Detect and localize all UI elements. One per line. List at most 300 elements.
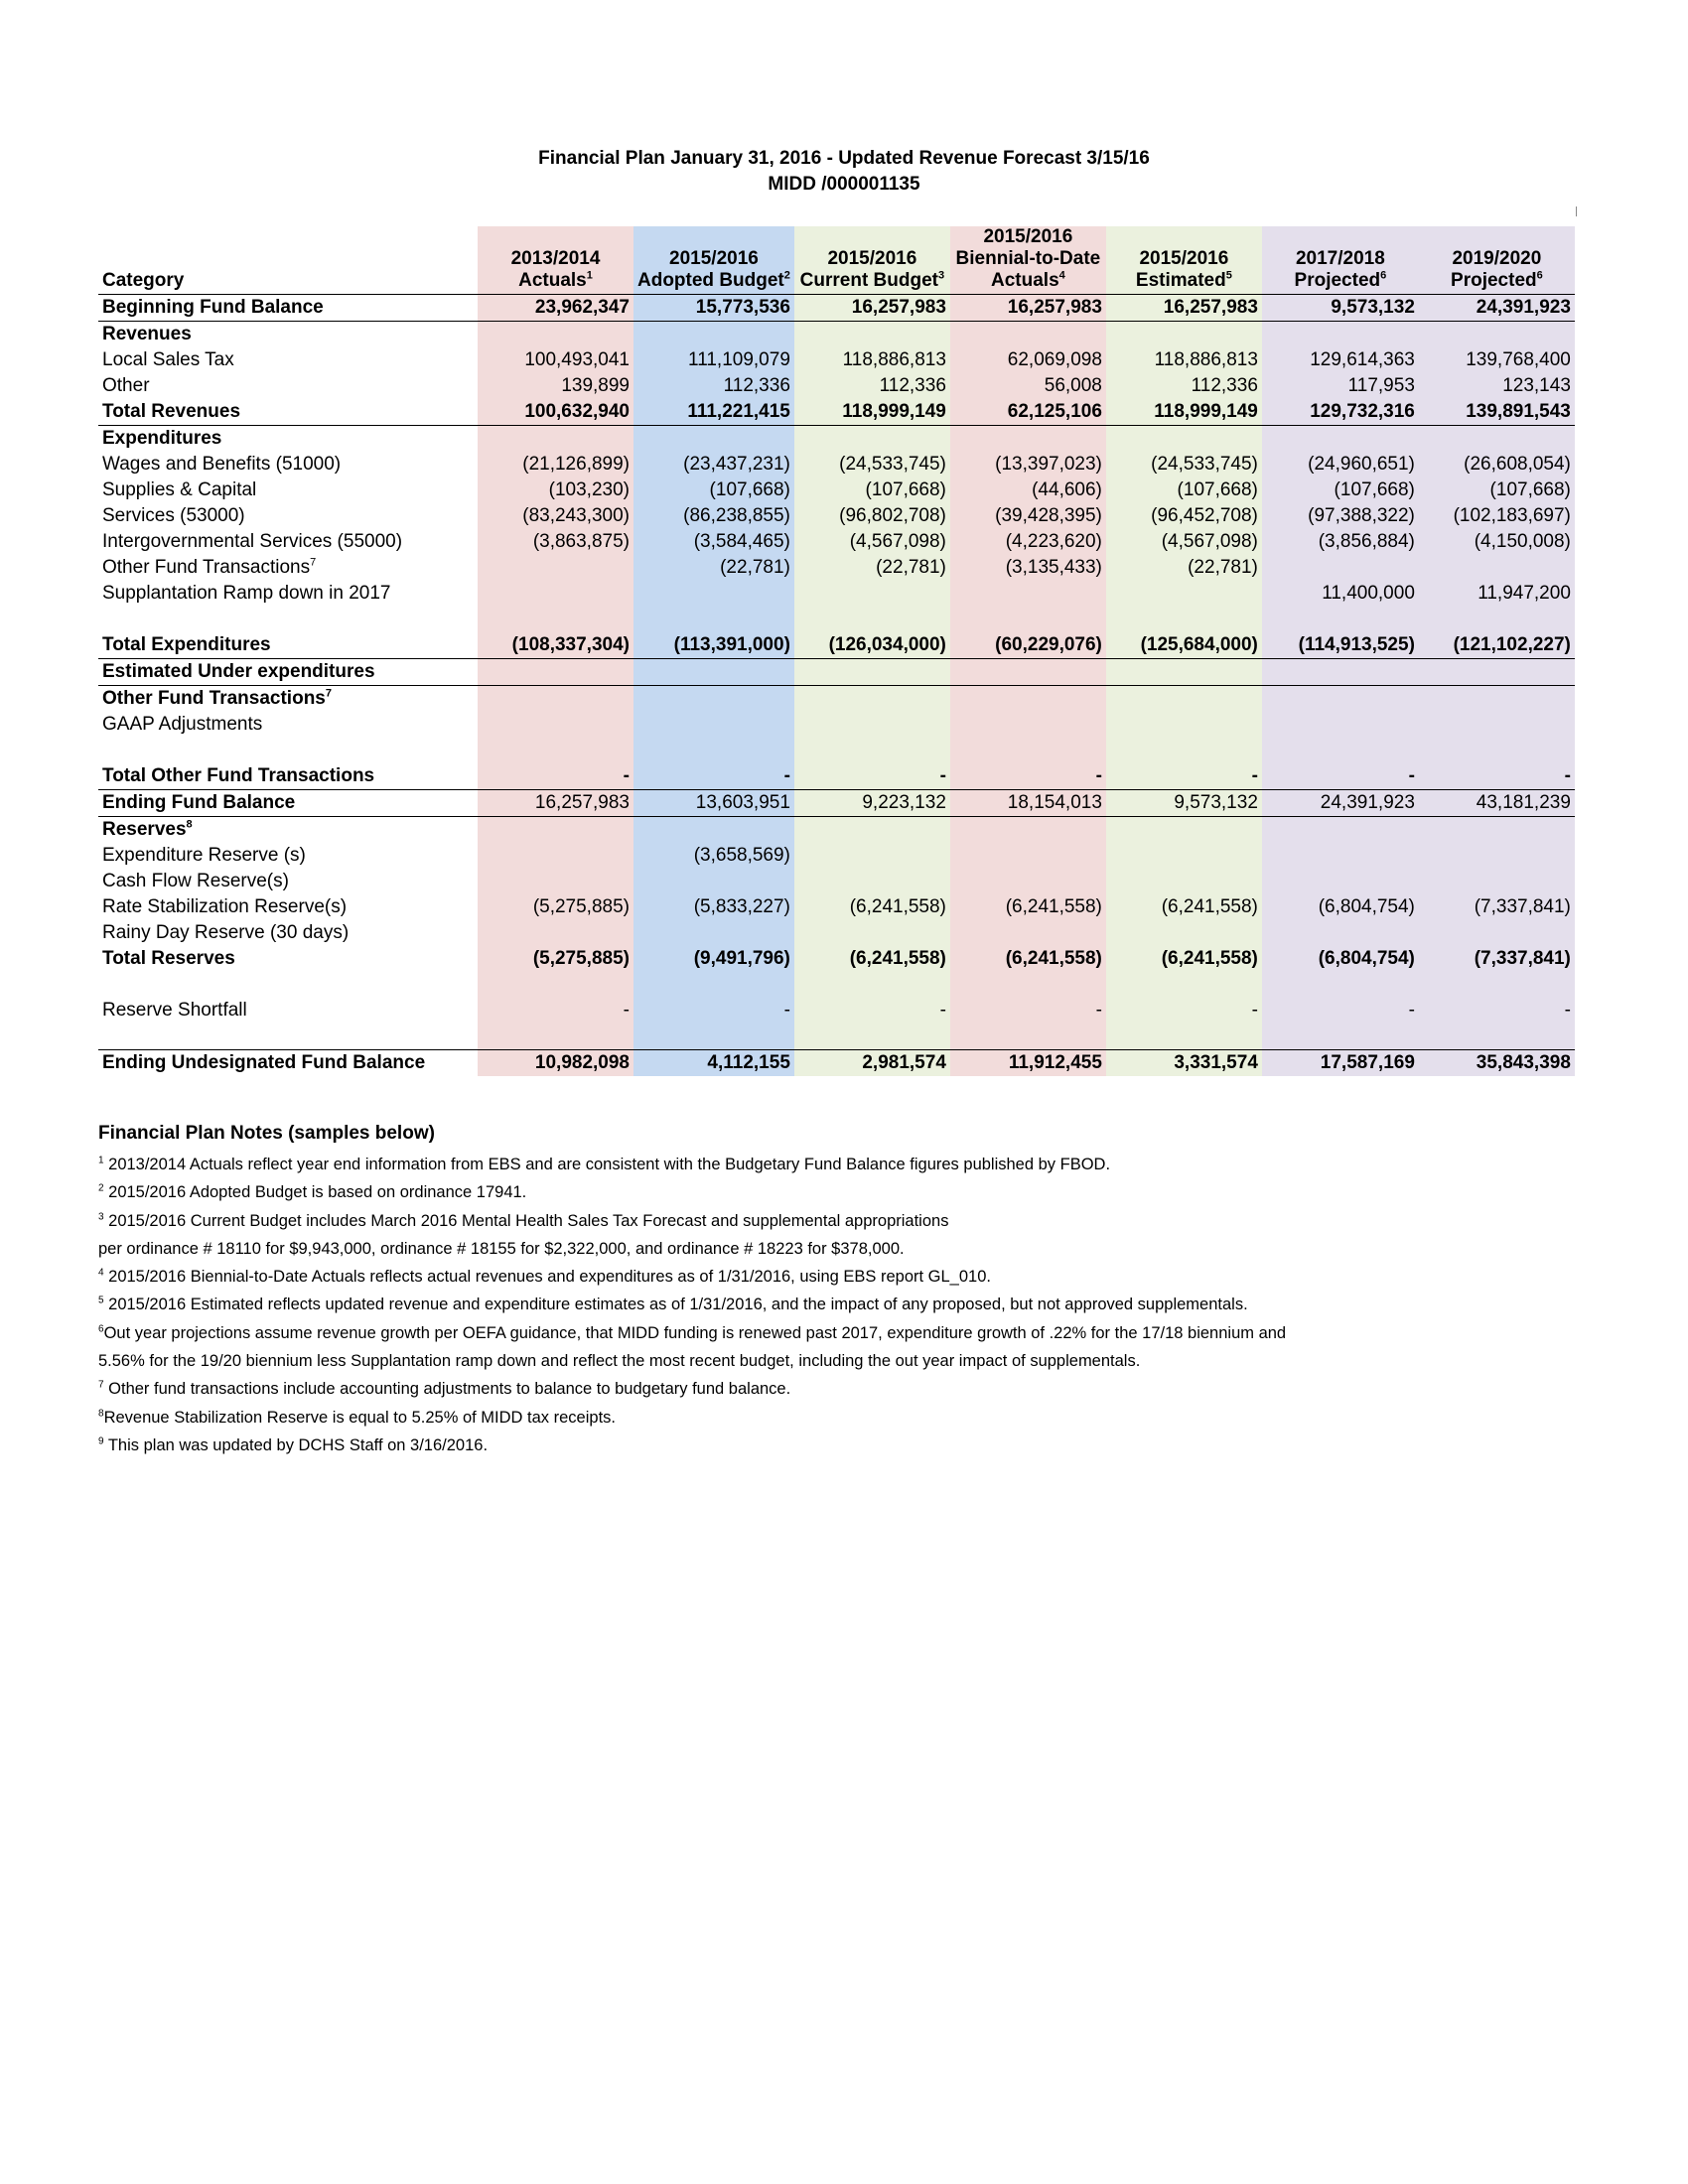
table-cell: 123,143 [1419, 373, 1575, 399]
table-row [98, 843, 1575, 869]
table-cell: 16,257,983 [1106, 295, 1262, 322]
row-label-text: Other Fund Transactions [102, 688, 326, 709]
row-label [98, 972, 478, 998]
table-cell: - [1262, 763, 1419, 790]
footnote-marker: 1 [586, 269, 593, 282]
note-item [98, 1375, 1588, 1403]
table-cell [1419, 817, 1575, 844]
table-cell [633, 817, 794, 844]
table-cell: 16,257,983 [950, 295, 1106, 322]
table-cell [633, 920, 794, 946]
table-cell [1419, 869, 1575, 894]
row-label-text: Other Fund Transactions [102, 557, 311, 578]
row-label-text: Wages and Benefits (51000) [102, 454, 342, 475]
table-row [98, 295, 1575, 322]
table-cell: - [950, 998, 1106, 1024]
table-cell: 62,069,098 [950, 347, 1106, 373]
row-label [98, 1050, 478, 1077]
note-item [98, 1291, 1588, 1318]
table-cell [478, 920, 633, 946]
row-label-text: Ending Undesignated Fund Balance [102, 1052, 426, 1073]
table-cell: (44,606) [950, 478, 1106, 503]
table-cell: 11,947,200 [1419, 581, 1575, 607]
table-row [98, 817, 1575, 844]
table-cell: 111,109,079 [633, 347, 794, 373]
table-cell [633, 581, 794, 607]
table-cell [1262, 659, 1419, 686]
table-cell: (21,126,899) [478, 452, 633, 478]
table-cell [633, 972, 794, 998]
table-cell [1419, 322, 1575, 348]
table-cell: 139,768,400 [1419, 347, 1575, 373]
footnote-marker: 6 [1380, 269, 1387, 282]
table-row [98, 920, 1575, 946]
row-label-text: Reserve Shortfall [102, 1000, 247, 1021]
column-header [1262, 226, 1419, 295]
row-label [98, 869, 478, 894]
table-cell: (108,337,304) [478, 632, 633, 659]
note-text: 5.56% for the 19/20 biennium less Supplantation ramp down and reflect the most recent budget, including the out year impact of supplementals. [98, 1352, 1141, 1371]
row-label [98, 581, 478, 607]
footnote-marker: 6 [1536, 269, 1543, 282]
table-cell: - [478, 998, 633, 1024]
note-item [98, 1178, 1588, 1206]
table-cell: (107,668) [1419, 478, 1575, 503]
table-cell: (22,781) [633, 555, 794, 581]
table-cell: (5,833,227) [633, 894, 794, 920]
row-label-text: Local Sales Tax [102, 349, 234, 370]
footnote-marker: 7 [98, 1379, 104, 1391]
row-label-text: Ending Fund Balance [102, 792, 296, 813]
footnote-marker: 7 [325, 687, 332, 700]
financial-plan-table [98, 226, 1575, 1076]
row-label-text: Cash Flow Reserve(s) [102, 871, 289, 891]
note-item [98, 1235, 1588, 1263]
table-cell [950, 738, 1106, 763]
table-cell: (114,913,525) [1262, 632, 1419, 659]
table-cell [1262, 712, 1419, 738]
table-cell [633, 1024, 794, 1050]
row-label [98, 686, 478, 713]
table-cell [1419, 972, 1575, 998]
table-cell: (60,229,076) [950, 632, 1106, 659]
row-label-text: GAAP Adjustments [102, 714, 263, 735]
table-cell: 17,587,169 [1262, 1050, 1419, 1077]
table-cell [1262, 738, 1419, 763]
table-cell [1262, 869, 1419, 894]
note-text: 2015/2016 Estimated reflects updated revenue and expenditure estimates as of 1/31/2016, and the impact of any proposed, but not approved supplementals. [103, 1296, 1248, 1314]
table-cell [1262, 686, 1419, 713]
table-cell: - [1419, 998, 1575, 1024]
header-row [98, 226, 1575, 295]
table-cell [950, 322, 1106, 348]
table-cell: - [1419, 763, 1575, 790]
column-header-line [1110, 270, 1258, 292]
table-cell: (3,863,875) [478, 529, 633, 555]
table-row [98, 738, 1575, 763]
footnote-marker: 4 [1058, 269, 1065, 282]
column-header-line [637, 270, 790, 292]
table-cell [794, 920, 950, 946]
row-label [98, 632, 478, 659]
row-label [98, 843, 478, 869]
table-cell [1262, 972, 1419, 998]
table-cell [1419, 659, 1575, 686]
column-header-line [482, 270, 630, 292]
row-label-text: Reserves [102, 819, 187, 840]
table-cell: (107,668) [633, 478, 794, 503]
table-row [98, 712, 1575, 738]
table-cell: (22,781) [794, 555, 950, 581]
table-cell [478, 817, 633, 844]
table-body [98, 295, 1575, 1077]
table-cell: (7,337,841) [1419, 894, 1575, 920]
table-cell: 118,886,813 [1106, 347, 1262, 373]
financial-plan-notes [98, 1123, 1588, 1459]
column-header [794, 226, 950, 295]
table-cell: - [633, 998, 794, 1024]
table-cell: 24,391,923 [1262, 790, 1419, 817]
table-cell [478, 712, 633, 738]
row-label [98, 790, 478, 817]
column-header-line: Biennial-to-Date [955, 248, 1101, 269]
table-cell [633, 686, 794, 713]
table-cell: 11,912,455 [950, 1050, 1106, 1077]
table-cell: 112,336 [794, 373, 950, 399]
column-header [1419, 226, 1575, 295]
table-cell: (6,241,558) [950, 946, 1106, 972]
table-cell [1262, 322, 1419, 348]
table-cell [1106, 869, 1262, 894]
table-row [98, 322, 1575, 348]
column-header-line: 2017/2018 [1295, 248, 1385, 269]
table-cell [633, 322, 794, 348]
table-cell: (4,567,098) [1106, 529, 1262, 555]
table-cell: 24,391,923 [1419, 295, 1575, 322]
table-cell [1419, 738, 1575, 763]
footnote-marker: 9 [98, 1435, 104, 1447]
table-cell [950, 972, 1106, 998]
table-cell [633, 607, 794, 632]
table-cell [1106, 607, 1262, 632]
table-cell: (13,397,023) [950, 452, 1106, 478]
table-cell: 43,181,239 [1419, 790, 1575, 817]
table-cell: (107,668) [794, 478, 950, 503]
note-text: 2015/2016 Current Budget includes March 2016 Mental Health Sales Tax Forecast and supplemental appropriations [103, 1211, 949, 1230]
table-cell: (6,241,558) [950, 894, 1106, 920]
table-cell [794, 972, 950, 998]
row-label-text: Revenues [102, 324, 192, 344]
table-cell [1419, 607, 1575, 632]
column-header-label: Category [102, 270, 185, 291]
table-cell: 11,400,000 [1262, 581, 1419, 607]
table-cell [1106, 1024, 1262, 1050]
table-row [98, 503, 1575, 529]
cursor-mark [1576, 206, 1577, 216]
table-cell [1106, 659, 1262, 686]
table-cell [633, 659, 794, 686]
row-label [98, 998, 478, 1024]
table-cell: (3,584,465) [633, 529, 794, 555]
row-label [98, 1024, 478, 1050]
table-cell [950, 607, 1106, 632]
column-header-line [954, 270, 1102, 292]
table-row [98, 1050, 1575, 1077]
table-cell: (103,230) [478, 478, 633, 503]
table-cell [794, 607, 950, 632]
note-text: 2015/2016 Biennial-to-Date Actuals reflects actual revenues and expenditures as of 1/31/2016, using EBS report GL_010. [103, 1268, 991, 1287]
row-label [98, 763, 478, 790]
table-cell: (3,658,569) [633, 843, 794, 869]
column-header-line: 2015/2016 [983, 226, 1073, 247]
row-label-text: Intergovernmental Services (55000) [102, 531, 403, 552]
table-cell [478, 659, 633, 686]
table-cell: (6,241,558) [1106, 894, 1262, 920]
table-cell: 23,962,347 [478, 295, 633, 322]
table-row [98, 946, 1575, 972]
table-cell: 56,008 [950, 373, 1106, 399]
table-row [98, 763, 1575, 790]
note-text: 2013/2014 Actuals reflect year end information from EBS and are consistent with the Budgetary Fund Balance figures published by FBOD. [103, 1156, 1111, 1173]
column-header [633, 226, 794, 295]
table-cell [1262, 1024, 1419, 1050]
table-cell [1262, 555, 1419, 581]
page-subtitle: MIDD /000001135 [768, 174, 920, 195]
table-cell: 118,999,149 [794, 399, 950, 426]
table-row [98, 373, 1575, 399]
table-cell [794, 869, 950, 894]
table-cell [478, 686, 633, 713]
table-cell [950, 843, 1106, 869]
table-cell: (125,684,000) [1106, 632, 1262, 659]
table-cell [794, 322, 950, 348]
table-cell: (83,243,300) [478, 503, 633, 529]
table-cell [950, 659, 1106, 686]
note-text: Other fund transactions include accounting adjustments to balance to budgetary fund balance. [103, 1380, 791, 1399]
table-cell: (5,275,885) [478, 894, 633, 920]
table-cell: (5,275,885) [478, 946, 633, 972]
table-cell [794, 426, 950, 453]
table-cell: (96,802,708) [794, 503, 950, 529]
row-label [98, 295, 478, 322]
row-label-text: Rate Stabilization Reserve(s) [102, 896, 348, 917]
table-cell: 100,493,041 [478, 347, 633, 373]
table-cell: (6,804,754) [1262, 894, 1419, 920]
table-cell [794, 581, 950, 607]
table-row [98, 998, 1575, 1024]
table-cell: (97,388,322) [1262, 503, 1419, 529]
table-cell: - [478, 763, 633, 790]
footnote-marker: 6 [98, 1323, 104, 1335]
table-cell: (4,567,098) [794, 529, 950, 555]
footnote-marker: 7 [310, 556, 317, 569]
table-cell: 117,953 [1262, 373, 1419, 399]
row-label [98, 738, 478, 763]
table-row [98, 869, 1575, 894]
table-row [98, 607, 1575, 632]
column-header-line: 2015/2016 [669, 248, 759, 269]
table-row [98, 790, 1575, 817]
table-cell: (23,437,231) [633, 452, 794, 478]
table-cell: 139,899 [478, 373, 633, 399]
table-cell: (7,337,841) [1419, 946, 1575, 972]
table-cell: 9,573,132 [1262, 295, 1419, 322]
footnote-marker: 3 [98, 1211, 104, 1223]
table-cell: 10,982,098 [478, 1050, 633, 1077]
table-cell: (26,608,054) [1419, 452, 1575, 478]
table-cell [1419, 686, 1575, 713]
column-header-line: 2013/2014 [510, 248, 601, 269]
column-header-label: Estimated [1135, 270, 1226, 291]
note-text: Out year projections assume revenue growth per OEFA guidance, that MIDD funding is renewed past 2017, expenditure growth of .22% for the 17/18 biennium and [103, 1323, 1287, 1342]
row-label [98, 894, 478, 920]
table-cell: (6,804,754) [1262, 946, 1419, 972]
table-cell: 35,843,398 [1419, 1050, 1575, 1077]
table-row [98, 581, 1575, 607]
footnote-marker: 1 [98, 1155, 104, 1166]
table-cell: 16,257,983 [478, 790, 633, 817]
table-cell [478, 581, 633, 607]
notes-heading: Financial Plan Notes (samples below) [98, 1123, 435, 1144]
column-header-line [798, 270, 946, 292]
column-header [478, 226, 633, 295]
row-label [98, 712, 478, 738]
table-cell [633, 738, 794, 763]
row-label [98, 399, 478, 426]
column-header [1106, 226, 1262, 295]
table-row [98, 478, 1575, 503]
row-label-text: Supplantation Ramp down in 2017 [102, 583, 391, 604]
table-cell: (9,491,796) [633, 946, 794, 972]
table-cell [478, 426, 633, 453]
table-cell: (113,391,000) [633, 632, 794, 659]
table-cell: (6,241,558) [794, 946, 950, 972]
table-cell [1106, 972, 1262, 998]
table-cell: (86,238,855) [633, 503, 794, 529]
row-label-text: Supplies & Capital [102, 479, 257, 500]
table-cell: 3,331,574 [1106, 1050, 1262, 1077]
table-row [98, 659, 1575, 686]
table-cell: - [950, 763, 1106, 790]
table-cell: 118,886,813 [794, 347, 950, 373]
table-cell [950, 426, 1106, 453]
table-cell [794, 1024, 950, 1050]
row-label-text: Total Expenditures [102, 634, 271, 655]
table-row [98, 1024, 1575, 1050]
table-cell [1106, 712, 1262, 738]
row-label [98, 529, 478, 555]
row-label [98, 347, 478, 373]
table-cell: (126,034,000) [794, 632, 950, 659]
row-label-text: Expenditure Reserve (s) [102, 845, 306, 866]
table-cell: 13,603,951 [633, 790, 794, 817]
footnote-marker: 3 [937, 269, 945, 282]
table-cell [1419, 426, 1575, 453]
column-header-label: Actuals [991, 270, 1059, 291]
table-cell: (107,668) [1106, 478, 1262, 503]
page-title: Financial Plan January 31, 2016 - Updated Revenue Forecast 3/15/16 [538, 148, 1150, 169]
column-header-line: 2019/2020 [1452, 248, 1542, 269]
table-cell: (102,183,697) [1419, 503, 1575, 529]
table-cell [478, 869, 633, 894]
table-cell [794, 817, 950, 844]
table-cell: (4,223,620) [950, 529, 1106, 555]
table-cell [950, 1024, 1106, 1050]
column-header-line: 2015/2016 [827, 248, 917, 269]
row-label-text: Total Revenues [102, 401, 241, 422]
note-item [98, 1151, 1588, 1178]
column-header-label: Projected [1294, 270, 1381, 291]
table-cell: 129,614,363 [1262, 347, 1419, 373]
row-label [98, 555, 478, 581]
table-cell [1262, 817, 1419, 844]
table-row [98, 426, 1575, 453]
table-cell [950, 686, 1106, 713]
table-cell: - [633, 763, 794, 790]
table-cell: (3,856,884) [1262, 529, 1419, 555]
table-cell [950, 817, 1106, 844]
table-cell [950, 869, 1106, 894]
table-cell [478, 738, 633, 763]
table-cell [1419, 920, 1575, 946]
table-cell: (6,241,558) [1106, 946, 1262, 972]
table-cell: 16,257,983 [794, 295, 950, 322]
row-label [98, 452, 478, 478]
row-label [98, 920, 478, 946]
column-header-line [1266, 270, 1415, 292]
row-label [98, 503, 478, 529]
table-cell: 118,999,149 [1106, 399, 1262, 426]
row-label [98, 478, 478, 503]
footnote-marker: 2 [783, 269, 790, 282]
column-header-line: 2015/2016 [1139, 248, 1229, 269]
table-cell [1262, 426, 1419, 453]
table-cell: 18,154,013 [950, 790, 1106, 817]
row-label [98, 946, 478, 972]
row-label [98, 373, 478, 399]
note-text: Revenue Stabilization Reserve is equal to 5.25% of MIDD tax receipts. [103, 1408, 616, 1427]
table-cell [794, 738, 950, 763]
table-row [98, 529, 1575, 555]
table-row [98, 555, 1575, 581]
table-cell: - [1106, 763, 1262, 790]
footnote-marker: 2 [98, 1182, 104, 1194]
table-row [98, 972, 1575, 998]
table-cell [1262, 920, 1419, 946]
table-cell [478, 607, 633, 632]
column-header-label: Projected [1451, 270, 1537, 291]
table-cell: 2,981,574 [794, 1050, 950, 1077]
table-cell [950, 581, 1106, 607]
table-cell: 139,891,543 [1419, 399, 1575, 426]
column-header-line [1423, 270, 1571, 292]
table-cell [1106, 738, 1262, 763]
note-text: 2015/2016 Adopted Budget is based on ordinance 17941. [103, 1183, 527, 1202]
table-cell [1262, 607, 1419, 632]
table-cell [1106, 920, 1262, 946]
table-cell [478, 972, 633, 998]
table-cell [1419, 712, 1575, 738]
row-label-text: Total Other Fund Transactions [102, 765, 375, 786]
table-cell [1106, 426, 1262, 453]
table-cell [633, 869, 794, 894]
table-cell [1106, 843, 1262, 869]
column-header-line [102, 270, 474, 292]
note-item [98, 1207, 1588, 1235]
table-cell [1262, 843, 1419, 869]
table-header [98, 226, 1575, 295]
table-cell [950, 712, 1106, 738]
